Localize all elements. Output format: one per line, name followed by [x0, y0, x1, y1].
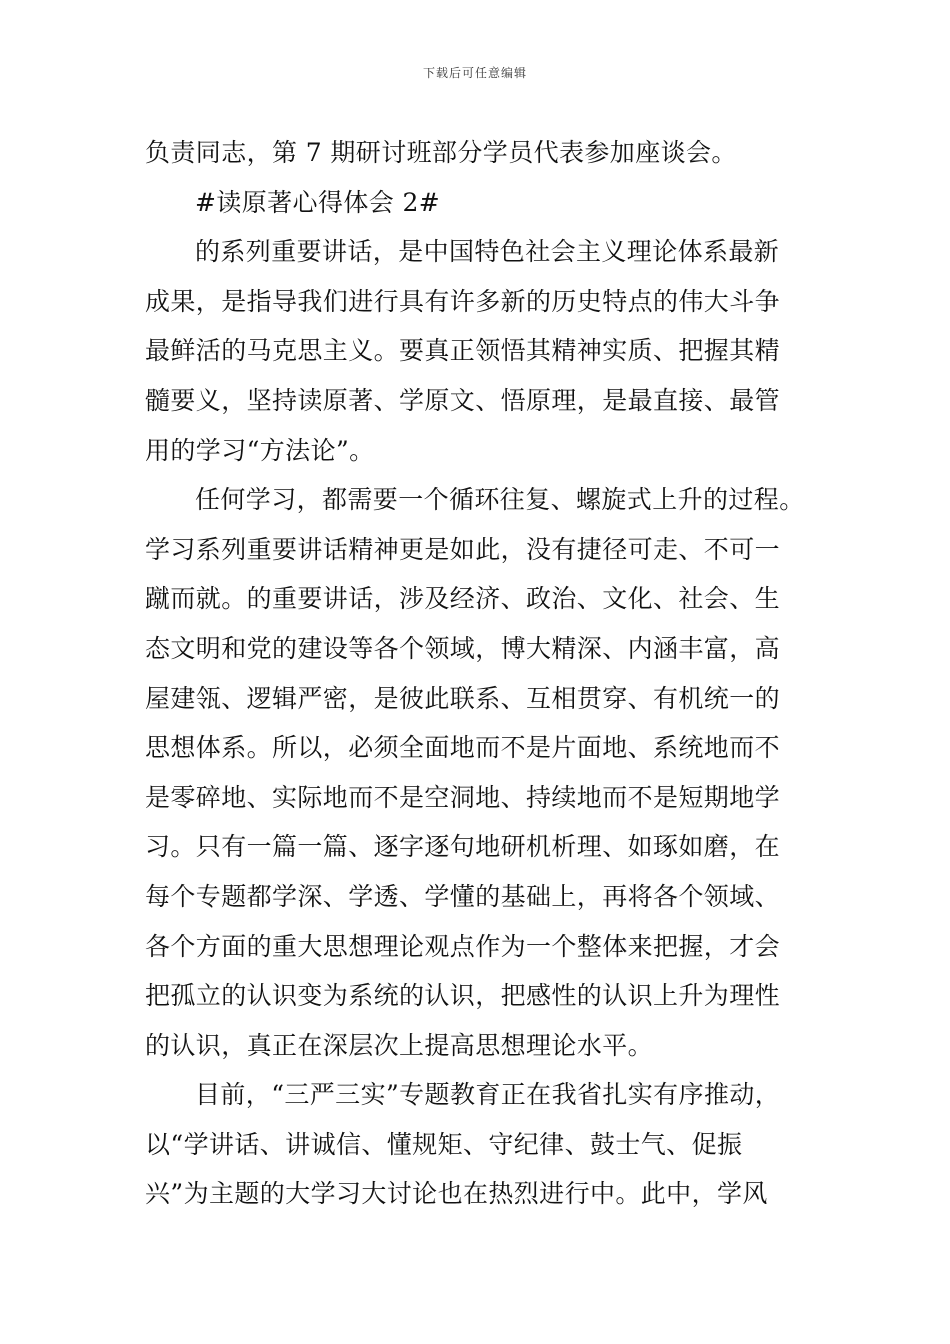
text-line: 把孤立的认识变为系统的认识，把感性的认识上升为理性 — [145, 981, 781, 1011]
document-body — [145, 128, 835, 1219]
text-line: 各个方面的重大思想理论观点作为一个整体来把握，才会 — [145, 931, 781, 961]
text-line: 最鲜活的马克思主义。要真正领悟其精神实质、把握其精 — [145, 336, 781, 366]
text-line: 的系列重要讲话，是中国特色社会主义理论体系最新 — [195, 237, 780, 267]
text-line: 蹴而就。的重要讲话，涉及经济、政治、文化、社会、生 — [145, 584, 781, 614]
text-line: 髓要义，坚持读原著、学原文、悟原理，是最直接、最管 — [145, 385, 781, 415]
text-line: 任何学习，都需要一个循环往复、螺旋式上升的过程。 — [195, 485, 805, 515]
text-line: 态文明和党的建设等各个领域，博大精深、内涵丰富，高 — [145, 633, 781, 663]
text-line: 以“学讲话、讲诚信、懂规矩、守纪律、鼓士气、促振 — [145, 1129, 743, 1159]
page-header: 下载后可任意编辑 — [422, 66, 527, 80]
text-line: 是零碎地、实际地而不是空洞地、持续地而不是短期地学 — [145, 782, 781, 812]
text-line: 习。只有一篇一篇、逐字逐句地研机析理、如琢如磨，在 — [145, 832, 781, 862]
text-line: 每个专题都学深、学透、学懂的基础上，再将各个领域、 — [145, 881, 781, 911]
section-heading: #读原著心得体会 2# — [195, 187, 441, 217]
text-line: 目前，“三严三实”专题教育正在我省扎实有序推动， — [195, 1080, 781, 1110]
text-line: 屋建瓴、逻辑严密，是彼此联系、互相贯穿、有机统一的 — [145, 683, 781, 713]
text-line: 思想体系。所以，必须全面地而不是片面地、系统地而不 — [145, 733, 781, 763]
text-line: 兴”为主题的大学习大讨论也在热烈进行中。此中，学风 — [145, 1179, 768, 1209]
text-line: 用的学习“方法论”。 — [145, 435, 375, 465]
text-line: 的认识，真正在深层次上提高思想理论水平。 — [145, 1030, 654, 1060]
text-line: 负责同志，第 7 期研讨班部分学员代表参加座谈会。 — [145, 138, 737, 167]
text-line: 成果，是指导我们进行具有许多新的历史特点的伟大斗争 — [145, 286, 781, 316]
text-line: 学习系列重要讲话精神更是如此，没有捷径可走、不可一 — [145, 534, 781, 564]
